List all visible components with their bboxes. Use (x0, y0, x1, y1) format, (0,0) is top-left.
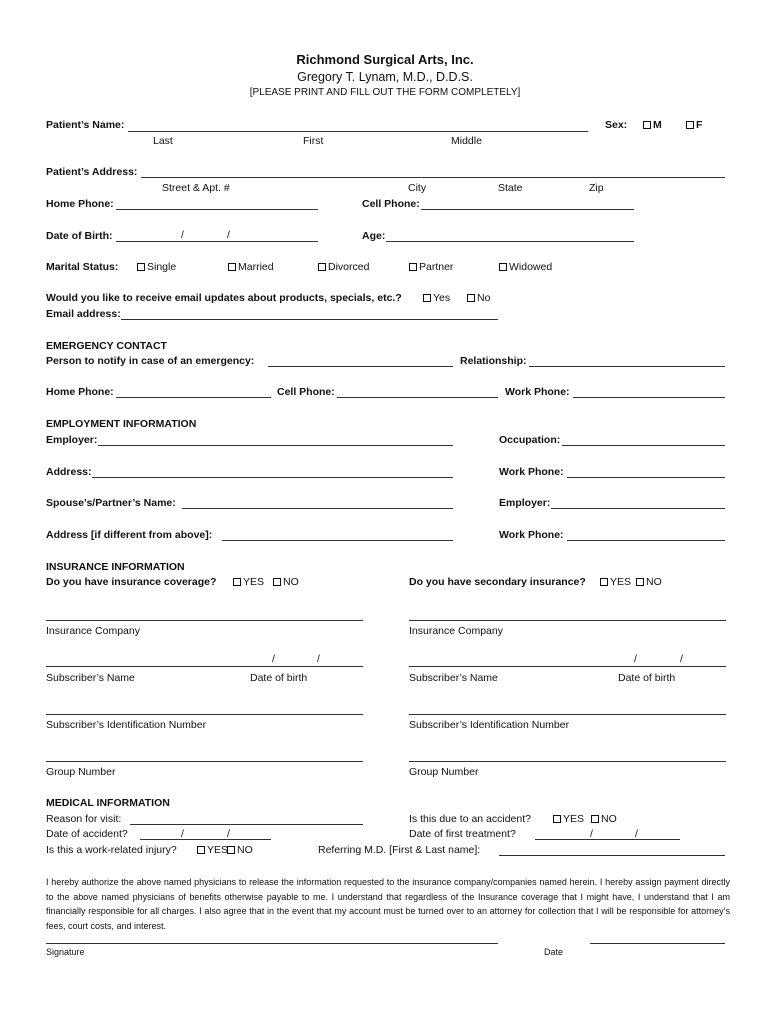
accident-yes-option[interactable] (553, 814, 584, 825)
referring-md-field[interactable] (499, 855, 725, 856)
dob-slash: / (317, 653, 320, 665)
secondary-no-option[interactable] (636, 577, 662, 588)
employer-work-phone-label: Work Phone: (499, 466, 564, 478)
secondary-group-number-caption: Group Number (409, 766, 479, 778)
first-treatment-field[interactable] (535, 839, 680, 840)
emergency-heading: EMERGENCY CONTACT (46, 340, 167, 352)
sex-label: Sex: (605, 119, 628, 131)
dob-slash: / (181, 828, 184, 840)
marital-married-option[interactable] (228, 262, 274, 273)
option-label: Widowed (509, 261, 553, 273)
checkbox[interactable] (197, 846, 205, 854)
dob-label: Date of Birth: (46, 230, 113, 242)
email-address-field[interactable] (121, 319, 498, 320)
age-field[interactable] (386, 241, 634, 242)
patient-address-label: Patient’s Address: (46, 166, 138, 178)
medical-heading: MEDICAL INFORMATION (46, 797, 170, 809)
yes-label: YES (243, 576, 265, 588)
checkbox[interactable] (553, 815, 561, 823)
sex-female-option[interactable] (686, 120, 702, 131)
marital-status-label: Marital Status: (46, 261, 119, 273)
checkbox[interactable] (423, 294, 431, 302)
option-label: Single (147, 261, 177, 273)
home-phone-label: Home Phone: (46, 198, 114, 210)
date-of-accident-label: Date of accident? (46, 828, 128, 840)
secondary-subscriber-id-caption: Subscriber’s Identification Number (409, 719, 570, 731)
last-caption: Last (153, 135, 173, 147)
primary-group-number-field[interactable] (46, 761, 363, 762)
emergency-home-phone-field[interactable] (116, 397, 271, 398)
email-yes-option[interactable] (423, 293, 450, 304)
cell-phone-field[interactable] (421, 209, 634, 210)
secondary-subscriber-id-field[interactable] (409, 714, 726, 715)
cell-phone-label: Cell Phone: (362, 198, 420, 210)
yes-label: YES (207, 844, 229, 856)
checkbox[interactable] (273, 578, 281, 586)
dob-slash: / (590, 828, 593, 840)
secondary-subscriber-name-caption: Subscriber’s Name (409, 672, 498, 684)
insurance-coverage-question: Do you have insurance coverage? (46, 576, 217, 588)
form-title: Richmond Surgical Arts, Inc. (296, 52, 474, 67)
checkbox[interactable] (233, 578, 241, 586)
accident-no-option[interactable] (591, 814, 617, 825)
authorization-text: I hereby authorize the above named physicians to release the information requested to the insurance company/companies named herein. I hereby assign payment directly to the above named physicians of benefits otherwise payable to me. I understand that regardless of the Insurance coverage that I might have, I understand that I am financially responsible for all charges. I also agree that in the event that my account must be turned over to an attorney for collection that I will be responsible for attorney’s fees, court costs, and interest. (46, 877, 730, 931)
checkbox[interactable] (686, 121, 694, 129)
spouse-name-label: Spouse’s/Partner’s Name: (46, 497, 176, 509)
primary-subscriber-name-field[interactable] (46, 666, 363, 667)
secondary-insurance-company-caption: Insurance Company (409, 625, 503, 637)
checkbox[interactable] (643, 121, 651, 129)
checkbox[interactable] (228, 263, 236, 271)
emergency-cell-phone-label: Cell Phone: (277, 386, 335, 398)
dob-slash: / (181, 229, 184, 241)
employer-work-phone-field[interactable] (567, 477, 725, 478)
primary-group-number-caption: Group Number (46, 766, 116, 778)
secondary-subscriber-name-field[interactable] (409, 666, 726, 667)
checkbox[interactable] (499, 263, 507, 271)
yes-label: YES (563, 813, 585, 825)
spouse-address-field[interactable] (222, 540, 453, 541)
employer-address-field[interactable] (92, 477, 453, 478)
secondary-insurance-company-field[interactable] (409, 620, 726, 621)
reason-for-visit-label: Reason for visit: (46, 813, 122, 825)
option-label: Divorced (328, 261, 370, 273)
spouse-name-field[interactable] (182, 508, 453, 509)
emergency-home-phone-label: Home Phone: (46, 386, 114, 398)
secondary-dob-caption: Date of birth (618, 672, 676, 684)
emergency-work-phone-field[interactable] (573, 397, 725, 398)
yes-label: YES (610, 576, 632, 588)
relationship-field[interactable] (529, 366, 725, 367)
emergency-notify-field[interactable] (268, 366, 453, 367)
dob-slash: / (227, 828, 230, 840)
work-injury-question: Is this a work-related injury? (46, 844, 177, 856)
spouse-employer-label: Employer: (499, 497, 551, 509)
sex-f-label: F (696, 119, 703, 131)
reason-for-visit-field[interactable] (130, 824, 363, 825)
home-phone-field[interactable] (116, 209, 318, 210)
sex-m-label: M (653, 119, 662, 131)
dob-slash: / (634, 653, 637, 665)
middle-caption: Middle (451, 135, 482, 147)
employer-field[interactable] (98, 445, 453, 446)
secondary-insurance-question: Do you have secondary insurance? (409, 576, 586, 588)
street-caption: Street & Apt. # (162, 182, 230, 194)
marital-divorced-option[interactable] (318, 262, 369, 273)
no-label: NO (237, 844, 253, 856)
insurance-heading: INSURANCE INFORMATION (46, 561, 185, 573)
employer-label: Employer: (46, 434, 98, 446)
marital-single-option[interactable] (137, 262, 176, 273)
primary-subscriber-id-field[interactable] (46, 714, 363, 715)
email-address-label: Email address: (46, 308, 121, 320)
age-label: Age: (362, 230, 386, 242)
coverage-no-option[interactable] (273, 577, 299, 588)
patient-name-label: Patient’s Name: (46, 119, 125, 131)
no-label: NO (283, 576, 299, 588)
signature-caption: Signature (46, 947, 85, 957)
form-instruction: [PLEASE PRINT AND FILL OUT THE FORM COMPLETELY] (249, 87, 521, 98)
employer-address-label: Address: (46, 466, 92, 478)
secondary-yes-option[interactable] (600, 577, 631, 588)
option-label: Partner (419, 261, 454, 273)
referring-md-label: Referring M.D. [First & Last name]: (318, 844, 481, 856)
occupation-label: Occupation: (499, 434, 561, 446)
dob-slash: / (227, 229, 230, 241)
emergency-cell-phone-field[interactable] (337, 397, 498, 398)
state-caption: State (498, 182, 523, 194)
checkbox[interactable] (591, 815, 599, 823)
primary-insurance-company-caption: Insurance Company (46, 625, 140, 637)
dob-slash: / (272, 653, 275, 665)
no-label: No (477, 292, 491, 304)
coverage-yes-option[interactable] (233, 577, 264, 588)
work-injury-yes-option[interactable] (197, 845, 228, 856)
checkbox[interactable] (636, 578, 644, 586)
accident-question: Is this due to an accident? (409, 813, 531, 825)
spouse-address-label: Address [if different from above]: (46, 529, 213, 541)
checkbox[interactable] (137, 263, 145, 271)
city-caption: City (408, 182, 427, 194)
marital-partner-option[interactable] (409, 262, 453, 273)
employment-heading: EMPLOYMENT INFORMATION (46, 418, 197, 430)
primary-insurance-company-field[interactable] (46, 620, 363, 621)
date-of-accident-field[interactable] (140, 839, 271, 840)
spouse-work-phone-label: Work Phone: (499, 529, 564, 541)
relationship-label: Relationship: (460, 355, 527, 367)
patient-name-field[interactable] (128, 131, 588, 132)
emergency-notify-label: Person to notify in case of an emergency: (46, 355, 255, 367)
work-injury-no-option[interactable] (227, 845, 253, 856)
spouse-work-phone-field[interactable] (567, 540, 725, 541)
email-updates-question: Would you like to receive email updates about products, specials, etc.? (46, 292, 402, 304)
secondary-group-number-field[interactable] (409, 761, 726, 762)
marital-widowed-option[interactable] (499, 262, 552, 273)
email-no-option[interactable] (467, 293, 490, 304)
dob-slash: / (680, 653, 683, 665)
sex-male-option[interactable] (643, 120, 662, 131)
doctor-name: Gregory T. Lynam, M.D., D.D.S. (297, 70, 473, 84)
signature-field[interactable] (46, 943, 498, 944)
checkbox[interactable] (467, 294, 475, 302)
checkbox[interactable] (409, 263, 417, 271)
emergency-work-phone-label: Work Phone: (505, 386, 570, 398)
dob-field[interactable] (116, 241, 318, 242)
checkbox[interactable] (227, 846, 235, 854)
patient-address-field[interactable] (141, 177, 725, 178)
yes-label: Yes (433, 292, 451, 304)
checkbox[interactable] (600, 578, 608, 586)
no-label: NO (601, 813, 617, 825)
no-label: NO (646, 576, 662, 588)
occupation-field[interactable] (562, 445, 725, 446)
primary-subscriber-name-caption: Subscriber’s Name (46, 672, 135, 684)
first-caption: First (303, 135, 324, 147)
spouse-employer-field[interactable] (551, 508, 725, 509)
option-label: Married (238, 261, 274, 273)
date-caption: Date (544, 947, 564, 957)
zip-caption: Zip (589, 182, 604, 194)
first-treatment-label: Date of first treatment? (409, 828, 516, 840)
checkbox[interactable] (318, 263, 326, 271)
primary-subscriber-id-caption: Subscriber’s Identification Number (46, 719, 207, 731)
date-field[interactable] (590, 943, 725, 944)
dob-slash: / (635, 828, 638, 840)
primary-dob-caption: Date of birth (250, 672, 308, 684)
